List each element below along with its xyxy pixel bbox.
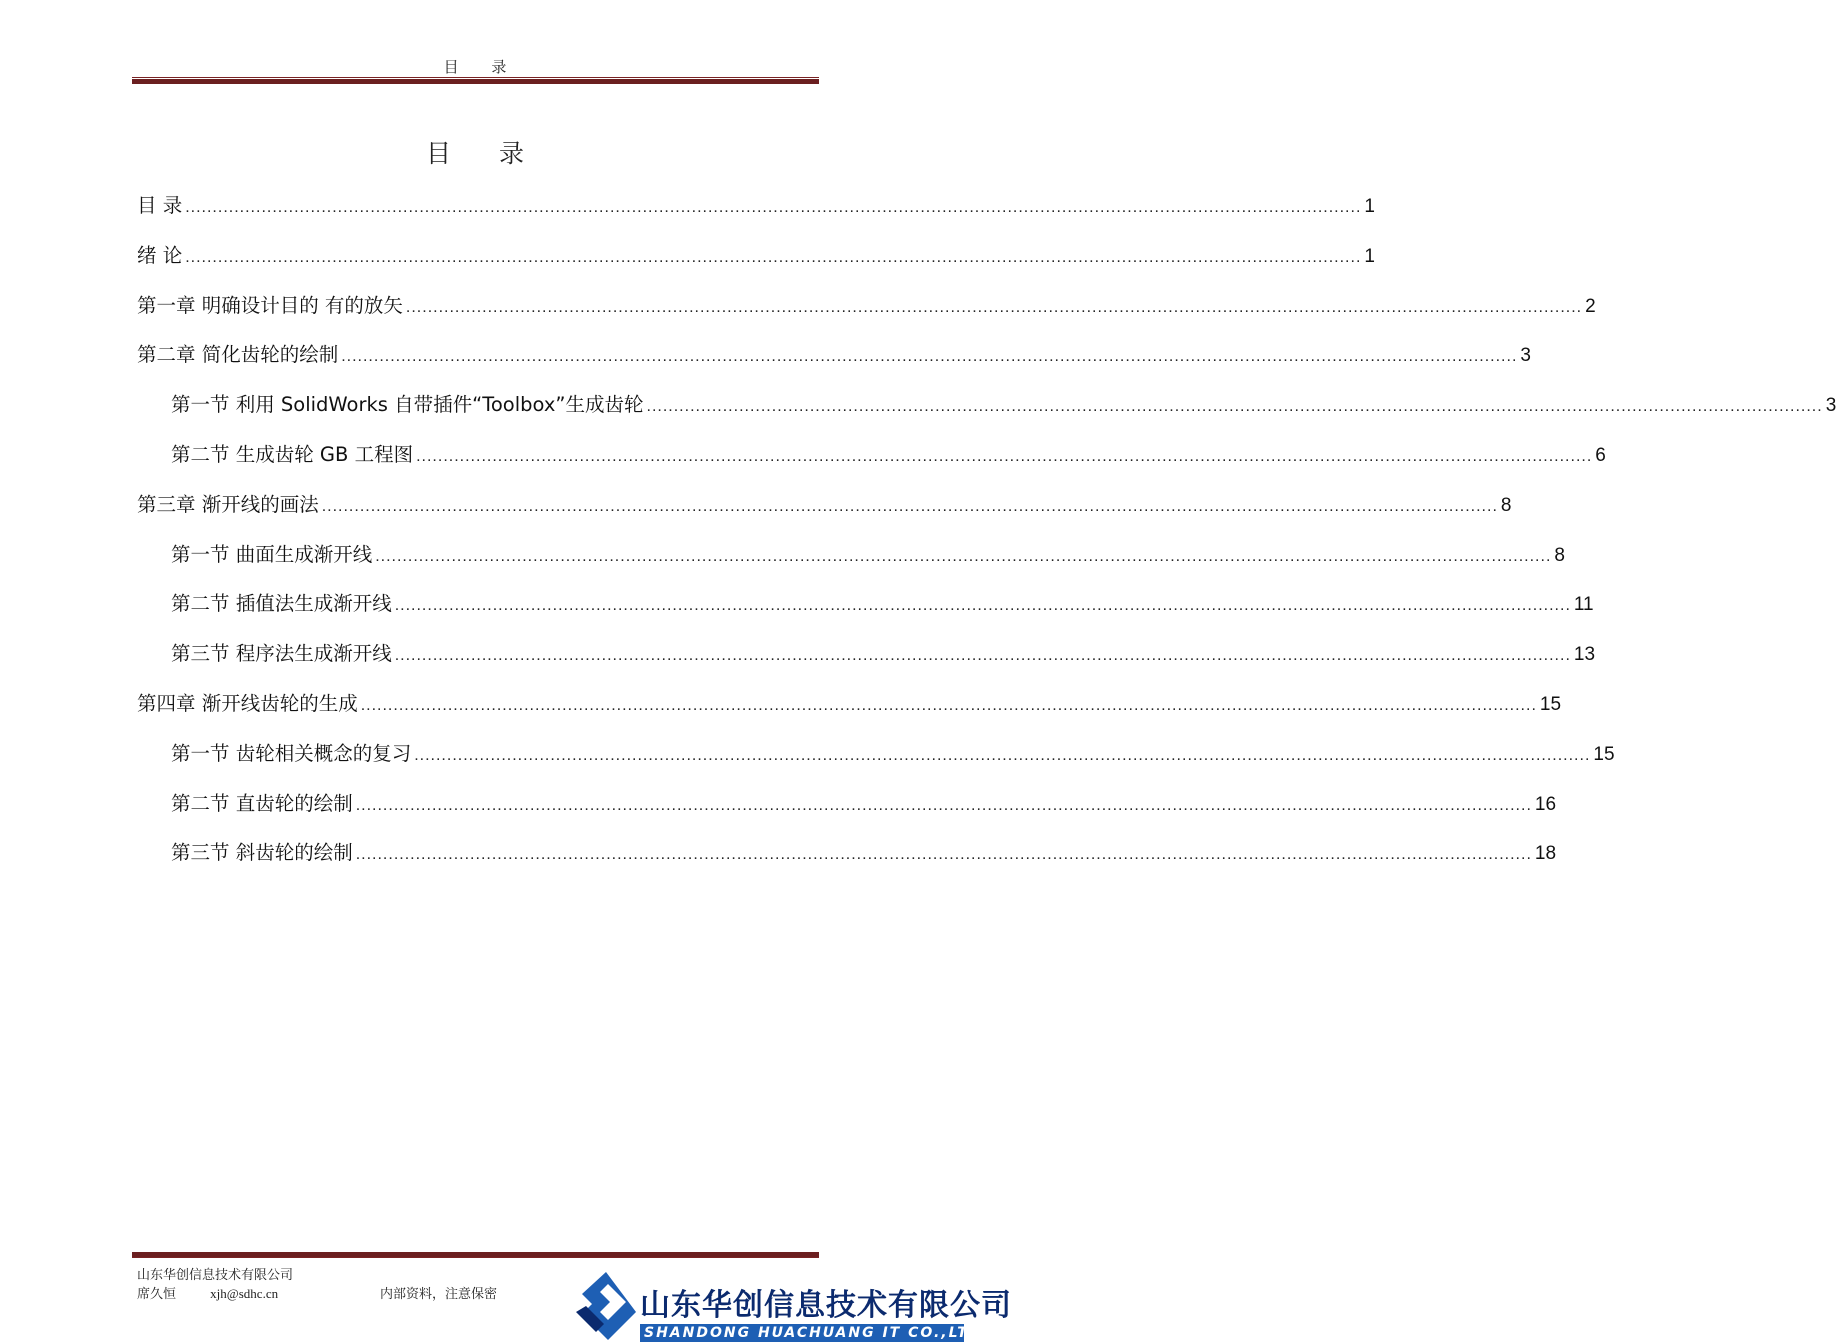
logo-chinese-text: 山东华创信息技术有限公司 bbox=[640, 1288, 1012, 1323]
toc-dot-leader bbox=[185, 199, 1361, 217]
toc-dot-leader bbox=[414, 747, 1590, 765]
toc-entry-label: 第三节 程序法生成渐开线 bbox=[171, 642, 392, 666]
toc-entry[interactable] bbox=[137, 788, 1557, 838]
footer-company: 山东华创信息技术有限公司 bbox=[137, 1268, 294, 1283]
toc-entry-label: 第一节 利用 SolidWorks 自带插件“Toolbox”生成齿轮 bbox=[171, 393, 644, 417]
footer-rule bbox=[132, 1251, 819, 1258]
toc-entry[interactable] bbox=[137, 638, 1596, 688]
toc-entry[interactable] bbox=[137, 290, 1596, 340]
toc-entry-label: 第三章 渐开线的画法 bbox=[137, 492, 319, 516]
toc-entry-label: 目 录 bbox=[137, 194, 183, 217]
toc-entry-label: 第三节 斜齿轮的绘制 bbox=[171, 841, 353, 865]
footer-author-line bbox=[137, 1283, 278, 1302]
toc-dot-leader bbox=[361, 697, 1537, 715]
toc-page-number: 8 bbox=[1554, 544, 1565, 566]
footer-email: xjh@sdhc.cn bbox=[210, 1286, 279, 1301]
logo-english-text: SHANDONG HUACHUANG IT CO.,LTD bbox=[640, 1324, 964, 1342]
toc-entry[interactable] bbox=[137, 837, 1557, 887]
toc-entry-label: 第二节 直齿轮的绘制 bbox=[171, 791, 353, 815]
toc-entry-label: 绪 论 bbox=[137, 243, 183, 267]
logo-mark-icon bbox=[570, 1268, 640, 1344]
toc-dot-leader bbox=[406, 299, 1582, 317]
toc-dot-leader bbox=[647, 398, 1823, 416]
toc-page-number: 8 bbox=[1500, 494, 1512, 516]
toc-dot-leader bbox=[395, 647, 1571, 665]
footer-author: 席久恒 bbox=[137, 1287, 177, 1302]
toc-entry[interactable] bbox=[137, 688, 1562, 738]
toc-page-number: 16 bbox=[1534, 793, 1557, 815]
toc-entry[interactable] bbox=[137, 389, 1836, 439]
toc-entry-label: 第一节 曲面生成渐开线 bbox=[171, 542, 373, 566]
toc-entry-label: 第四章 渐开线齿轮的生成 bbox=[137, 691, 358, 715]
toc-entry[interactable] bbox=[137, 588, 1594, 638]
toc-entry[interactable] bbox=[137, 339, 1531, 389]
footer-confidential-note: 内部资料，注意保密 bbox=[380, 1287, 498, 1302]
toc-dot-leader bbox=[356, 797, 1532, 815]
toc-entry[interactable] bbox=[137, 539, 1565, 589]
toc-page-number: 2 bbox=[1585, 295, 1596, 317]
toc-entry-label: 第二节 插值法生成渐开线 bbox=[171, 592, 392, 616]
header-rule bbox=[132, 77, 819, 84]
company-logo bbox=[570, 1268, 1012, 1344]
toc-entry[interactable] bbox=[137, 489, 1512, 539]
toc-page-number: 18 bbox=[1534, 843, 1557, 865]
toc-page-number: 15 bbox=[1593, 743, 1615, 765]
toc-page-number: 15 bbox=[1539, 693, 1562, 715]
toc-dot-leader bbox=[322, 498, 1498, 516]
running-header: 目 录 bbox=[443, 58, 521, 76]
toc-page-number: 3 bbox=[1825, 395, 1836, 417]
toc-page-number: 11 bbox=[1573, 594, 1594, 616]
toc-dot-leader bbox=[395, 597, 1571, 615]
toc-dot-leader bbox=[185, 249, 1361, 267]
toc-entry-label: 第一章 明确设计目的 有的放矢 bbox=[137, 293, 403, 317]
toc-page-number: 1 bbox=[1364, 245, 1375, 267]
toc-page-number: 1 bbox=[1364, 196, 1375, 217]
toc-page-number: 13 bbox=[1573, 644, 1596, 666]
toc-dot-leader bbox=[356, 846, 1532, 864]
toc-entry-label: 第一节 齿轮相关概念的复习 bbox=[171, 741, 412, 765]
toc-title: 目 录 bbox=[426, 139, 544, 168]
toc-page-number: 3 bbox=[1520, 345, 1531, 367]
toc-dot-leader bbox=[375, 548, 1551, 566]
toc-entry[interactable] bbox=[137, 190, 1375, 240]
toc-dot-leader bbox=[341, 348, 1517, 366]
toc-entry[interactable] bbox=[137, 439, 1606, 489]
toc-entry[interactable] bbox=[137, 738, 1615, 788]
toc-list bbox=[137, 190, 1836, 887]
toc-entry-label: 第二节 生成齿轮 GB 工程图 bbox=[171, 442, 414, 466]
toc-page-number: 6 bbox=[1595, 444, 1606, 466]
toc-entry[interactable] bbox=[137, 240, 1375, 290]
toc-entry-label: 第二章 简化齿轮的绘制 bbox=[137, 343, 339, 367]
toc-dot-leader bbox=[416, 448, 1592, 466]
